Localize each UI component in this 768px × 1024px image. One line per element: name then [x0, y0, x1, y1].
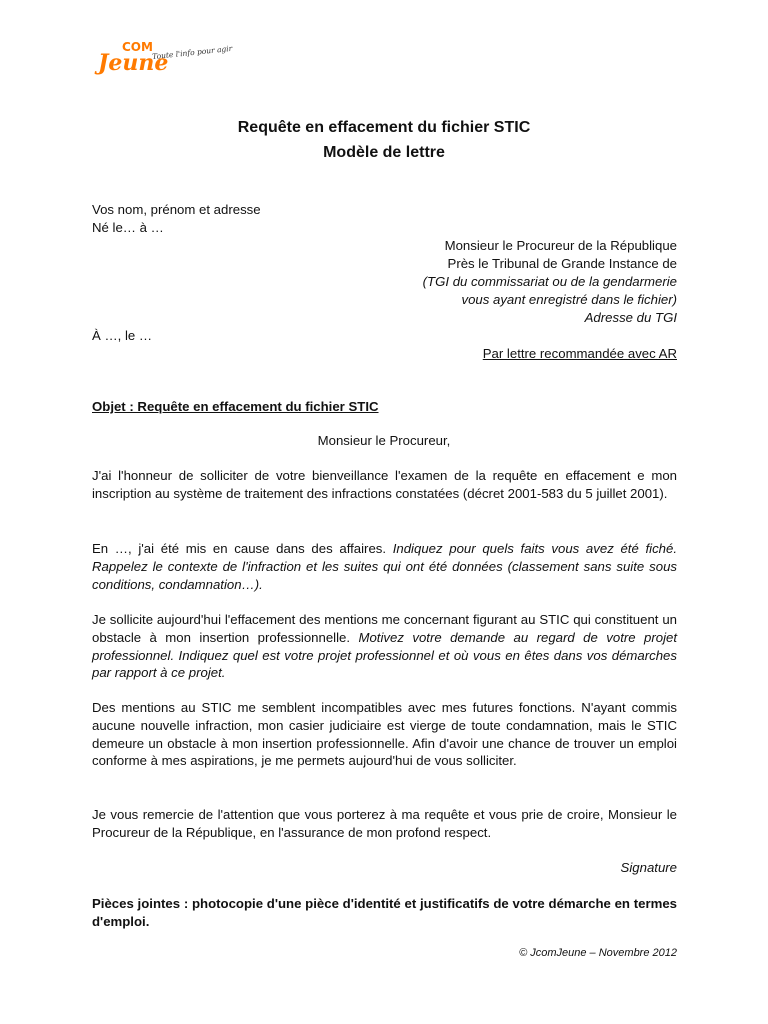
place-date: À …, le …	[92, 328, 153, 343]
paragraph-2-text: En …, j'ai été mis en cause dans des affaires.	[92, 541, 393, 556]
paragraph-4: Des mentions au STIC me semblent incompatibles avec mes futures fonctions. N'ayant commis aucune nouvelle infraction, mon casier judiciaire est vierge de toute condamnation, mais le STIC demeure un obstacle à mon insertion professionnelle. Afin d'avoir une chance de trouver un emploi conforme à mes aspirations, je me permets aujourd'hui de vous solliciter.	[92, 700, 677, 769]
paragraph-3-instructions: Motivez votre demande au regard de votre projet professionnel. Indiquez quel est votre projet professionnel et où vous en êtes dans vos démarches par rapport à ce projet.	[92, 629, 677, 681]
logo-jeune: Jeune	[98, 50, 169, 76]
attachments: Pièces jointes : photocopie d'une pièce d'identité et justificatifs de votre démarche en termes d'emploi.	[92, 896, 677, 929]
recipient-line-3: (TGI du commissariat ou de la gendarmerie	[422, 274, 677, 289]
sender-line-1: Vos nom, prénom et adresse	[92, 202, 261, 217]
document-subtitle: Modèle de lettre	[323, 144, 445, 161]
jcomjeune-logo	[96, 38, 236, 90]
document-title: Requête en effacement du fichier STIC	[237, 119, 531, 136]
recipient-line-1: Monsieur le Procureur de la République	[444, 238, 677, 253]
logo-tagline: Toute l'info pour agir	[151, 43, 233, 62]
paragraph-3-text: Je sollicite aujourd'hui l'effacement des mentions me concernant figurant au STIC qui constituent un obstacle à mon insertion professionnelle.	[92, 612, 677, 645]
logo-com: COM	[122, 40, 153, 54]
paragraph-3	[92, 611, 677, 682]
footer-copyright: © JcomJeune – Novembre 2012	[519, 947, 677, 959]
signature: Signature	[620, 860, 677, 875]
paragraph-1: J'ai l'honneur de solliciter de votre bienveillance l'examen de la requête en effacement e mon inscription au système de traitement des infractions constatées (décret 2001-583 du 5 juillet 2001).	[92, 468, 677, 501]
salutation: Monsieur le Procureur,	[317, 433, 451, 448]
recipient-line-5: Adresse du TGI	[584, 310, 677, 325]
recipient-line-4: vous ayant enregistré dans le fichier)	[461, 292, 677, 307]
paragraph-2	[92, 540, 677, 593]
paragraph-5: Je vous remercie de l'attention que vous porterez à ma requête et vous prie de croire, Monsieur le Procureur de la République, en l'assurance de mon profond respect.	[92, 807, 677, 840]
delivery-method: Par lettre recommandée avec AR	[482, 346, 677, 361]
sender-line-2: Né le… à …	[92, 220, 164, 235]
paragraph-2-instructions: Indiquez pour quels faits vous avez été fiché. Rappelez le contexte de l'infraction et les suites qui ont été données (classement sans suite sous conditions, condamnation…).	[92, 541, 677, 592]
subject-line: Objet : Requête en effacement du fichier STIC	[92, 399, 379, 414]
recipient-line-2: Près le Tribunal de Grande Instance de	[447, 256, 677, 271]
